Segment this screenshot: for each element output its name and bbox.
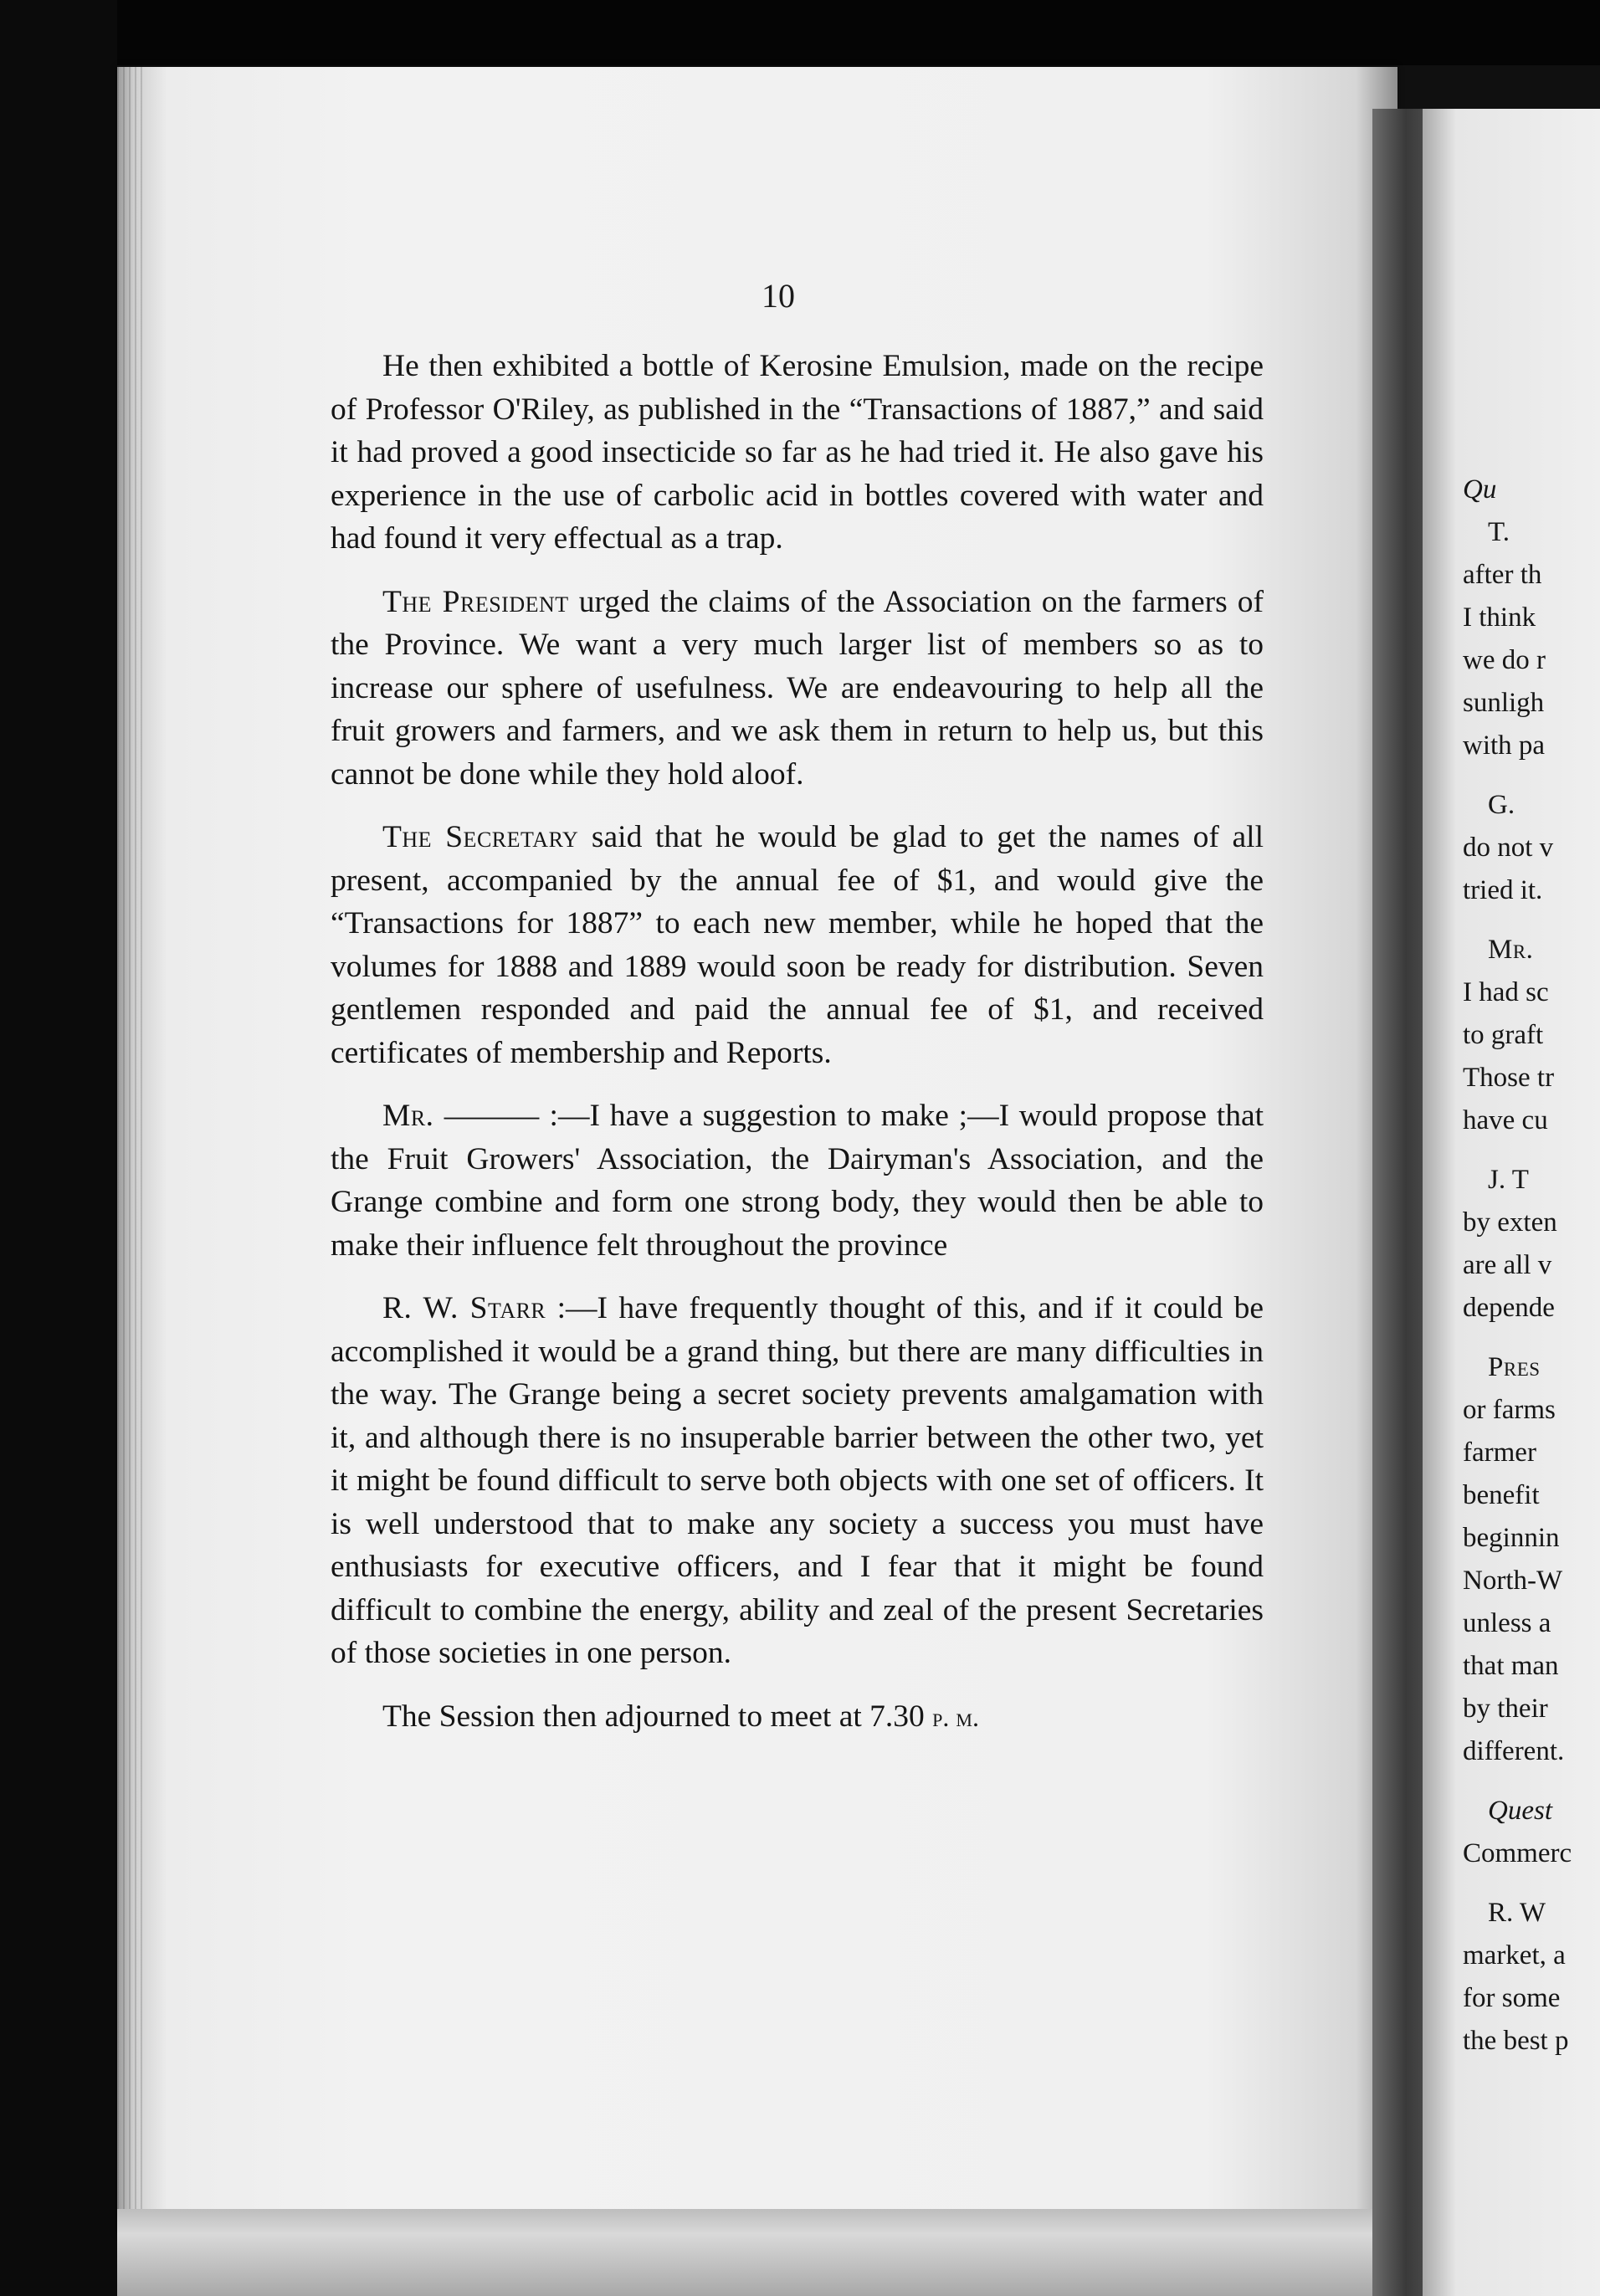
right-line: R. W bbox=[1488, 1898, 1546, 1928]
speaker-president: The President bbox=[382, 584, 569, 619]
paragraph-starr: R. W. Starr :—I have frequently thought of this, and if it could be accomplished it would be a grand thing, but there are many difficulties in the way. The Grange being a secret society prevents amalgamation with it, and although there is no insuperable barrier between the other two, yet it might be found difficult to serve both objects with one set of officers. It is well understood that to make any society a success you must have enthusiasts for executive officers, and I fear that it might be found difficult to combine the energy, ability and zeal of the present Secretaries of those societies in one person. bbox=[331, 1291, 1264, 1670]
right-line: with pa bbox=[1463, 730, 1546, 761]
right-line: tried it. bbox=[1463, 875, 1543, 905]
right-line: have cu bbox=[1463, 1105, 1548, 1135]
right-page-text bbox=[1463, 469, 1600, 2063]
right-line: do not v bbox=[1463, 833, 1554, 863]
right-line: Quest bbox=[1488, 1796, 1552, 1826]
right-line: Qu bbox=[1463, 474, 1497, 505]
right-line: Pres bbox=[1488, 1352, 1541, 1382]
right-line: after th bbox=[1463, 560, 1542, 590]
right-line: Commerc bbox=[1463, 1838, 1572, 1868]
right-line: we do r bbox=[1463, 645, 1546, 675]
scan-border-top bbox=[0, 0, 1600, 65]
right-line: for some bbox=[1463, 1983, 1561, 2013]
right-line: I had sc bbox=[1463, 977, 1549, 1007]
speaker-mr: Mr. ——— bbox=[382, 1099, 540, 1133]
scan-border-left bbox=[0, 0, 117, 2296]
right-line: are all v bbox=[1463, 1250, 1552, 1280]
paragraph-secretary: The Secretary said that he would be glad to get the names of all present, accompanied by the annual fee of $1, and would give the “Transactions for 1887” to each new member, while he hoped that the volumes for 1888 and 1889 would soon be ready for distribution. Seven gentlemen responded and paid the annual fee of $1, and received certificates of membership and Reports. bbox=[331, 820, 1264, 1070]
right-line: T. bbox=[1488, 517, 1510, 547]
right-line: that man bbox=[1463, 1651, 1559, 1681]
right-line: G. bbox=[1488, 790, 1515, 820]
page-number: 10 bbox=[762, 277, 795, 315]
right-line: North-W bbox=[1463, 1566, 1563, 1596]
right-line: sunligh bbox=[1463, 688, 1545, 718]
left-page-text bbox=[331, 345, 1264, 1759]
paragraph-president: The President urged the claims of the Association on the farmers of the Province. We want a very much larger list of members so as to increase our sphere of usefulness. We are endeavouring to help all the fruit growers and farmers, and we ask them in return to help us, but this cannot be done while they hold aloof. bbox=[331, 584, 1264, 792]
right-line: Those tr bbox=[1463, 1063, 1555, 1093]
right-line: I think bbox=[1463, 602, 1536, 633]
paragraph-mr-suggestion: Mr. ——— :—I have a suggestion to make ;—I would propose that the Fruit Growers' Association, the Dairyman's Association, and the Grange combine and form one strong body, they would then be able to make their influence felt throughout the province bbox=[331, 1099, 1264, 1263]
right-line: by exten bbox=[1463, 1207, 1557, 1238]
right-line: market, a bbox=[1463, 1940, 1566, 1971]
paragraph-kerosine-emulsion: He then exhibited a bottle of Kerosine Emulsion, made on the recipe of Professor O'Riley, as published in the “Transactions of 1887,” and said it had proved a good insecticide so far as he had tried it. He also gave his experience in the use of carbolic acid in bottles covered with water and had found it very effectual as a trap. bbox=[331, 349, 1264, 556]
right-line: the best p bbox=[1463, 2026, 1569, 2056]
paragraph-adjourned: The Session then adjourned to meet at 7.30 p. m. bbox=[382, 1699, 979, 1734]
right-line: benefit bbox=[1463, 1480, 1540, 1510]
page-bottom-edge bbox=[117, 2209, 1397, 2296]
right-line: different. bbox=[1463, 1736, 1565, 1766]
right-line: J. T bbox=[1488, 1165, 1529, 1195]
right-line: unless a bbox=[1463, 1608, 1551, 1638]
right-line: beginnin bbox=[1463, 1523, 1560, 1553]
right-line: to graft bbox=[1463, 1020, 1544, 1050]
speaker-secretary: The Secretary bbox=[382, 820, 579, 854]
right-line: depende bbox=[1463, 1293, 1555, 1323]
speaker-starr: R. W. Starr bbox=[382, 1291, 546, 1325]
right-line: farmer bbox=[1463, 1438, 1536, 1468]
right-line: by their bbox=[1463, 1694, 1548, 1724]
right-line: or farms bbox=[1463, 1395, 1556, 1425]
right-line: Mr. bbox=[1488, 935, 1534, 965]
